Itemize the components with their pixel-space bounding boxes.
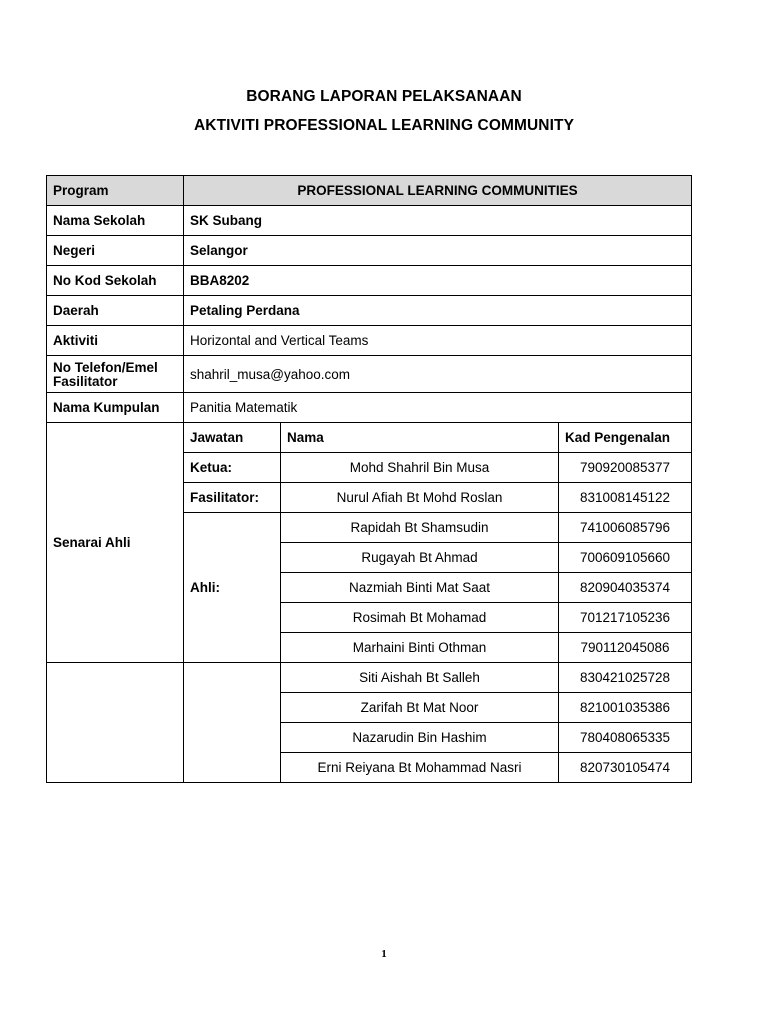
member-name: Erni Reiyana Bt Mohammad Nasri: [281, 753, 559, 783]
member-row: [47, 663, 692, 693]
form-title: BORANG LAPORAN PELAKSANAAN: [246, 88, 522, 105]
field-label: No Kod Sekolah: [47, 266, 184, 296]
empty-section-cell: [47, 663, 184, 783]
member-name: Nazmiah Binti Mat Saat: [281, 573, 559, 603]
field-value: shahril_musa@yahoo.com: [184, 356, 692, 393]
member-name: Rugayah Bt Ahmad: [281, 543, 559, 573]
member-name: Nazarudin Bin Hashim: [281, 723, 559, 753]
program-label: Program: [47, 176, 184, 206]
member-ic: 830421025728: [559, 663, 692, 693]
form-row-negeri: [47, 236, 692, 266]
member-name: Zarifah Bt Mat Noor: [281, 693, 559, 723]
page-number: 1: [381, 948, 387, 960]
member-ic: 820904035374: [559, 573, 692, 603]
form-row-daerah: [47, 296, 692, 326]
member-ic: 741006085796: [559, 513, 692, 543]
members-section-label: Senarai Ahli: [47, 423, 184, 663]
member-ic: 820730105474: [559, 753, 692, 783]
program-value: PROFESSIONAL LEARNING COMMUNITIES: [184, 176, 692, 206]
form-row-nama-kumpulan: [47, 393, 692, 423]
role-fasilitator: Fasilitator:: [184, 483, 281, 513]
member-name: Marhaini Binti Othman: [281, 633, 559, 663]
role-ahli: Ahli:: [184, 513, 281, 663]
member-ic: 831008145122: [559, 483, 692, 513]
member-ic: 701217105236: [559, 603, 692, 633]
field-label: Negeri: [47, 236, 184, 266]
member-name: Nurul Afiah Bt Mohd Roslan: [281, 483, 559, 513]
field-label: Nama Sekolah: [47, 206, 184, 236]
member-name: Rosimah Bt Mohamad: [281, 603, 559, 633]
member-ic: 790112045086: [559, 633, 692, 663]
col-jawatan: Jawatan: [184, 423, 281, 453]
member-ic: 821001035386: [559, 693, 692, 723]
report-form-table: [46, 175, 692, 783]
col-kad-pengenalan: Kad Pengenalan: [559, 423, 692, 453]
field-value: Petaling Perdana: [184, 296, 692, 326]
field-value: BBA8202: [184, 266, 692, 296]
field-value: SK Subang: [184, 206, 692, 236]
member-name: Siti Aishah Bt Salleh: [281, 663, 559, 693]
field-label: Nama Kumpulan: [47, 393, 184, 423]
role-ketua: Ketua:: [184, 453, 281, 483]
program-row: [47, 176, 692, 206]
member-ic: 780408065335: [559, 723, 692, 753]
field-value: Panitia Matematik: [184, 393, 692, 423]
members-header-row: [47, 423, 692, 453]
form-row-telefon-emel: [47, 356, 692, 393]
member-name: Rapidah Bt Shamsudin: [281, 513, 559, 543]
form-row-aktiviti: [47, 326, 692, 356]
field-label: Aktiviti: [47, 326, 184, 356]
form-row-nama-sekolah: [47, 206, 692, 236]
form-row-kod-sekolah: [47, 266, 692, 296]
empty-role-cell: [184, 663, 281, 783]
member-ic: 790920085377: [559, 453, 692, 483]
member-ic: 700609105660: [559, 543, 692, 573]
field-value: Selangor: [184, 236, 692, 266]
field-value: Horizontal and Vertical Teams: [184, 326, 692, 356]
form-subtitle: AKTIVITI PROFESSIONAL LEARNING COMMUNITY: [193, 117, 575, 134]
col-nama: Nama: [281, 423, 559, 453]
field-label: No Telefon/Emel Fasilitator: [47, 356, 184, 393]
member-name: Mohd Shahril Bin Musa: [281, 453, 559, 483]
field-label: Daerah: [47, 296, 184, 326]
